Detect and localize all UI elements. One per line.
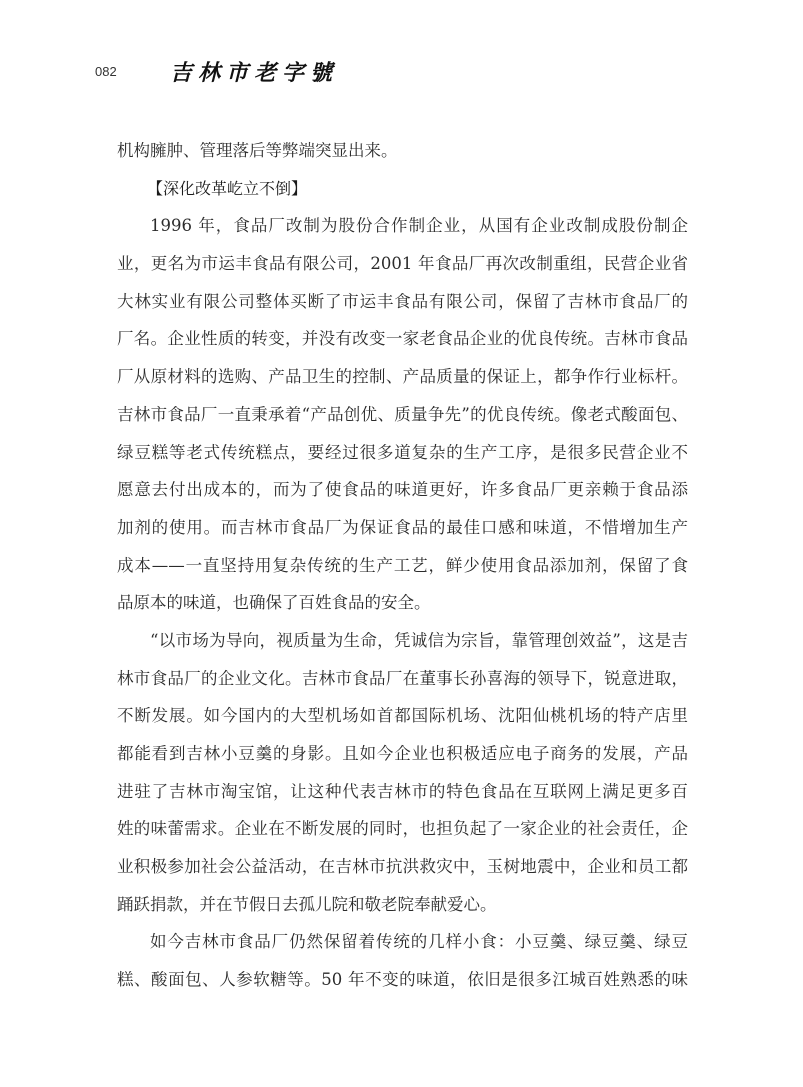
text-line: 不断发展。如今国内的大型机场如首都国际机场、沈阳仙桃机场的特产店里	[117, 706, 688, 726]
text-line: 品原本的味道，也确保了百姓食品的安全。	[117, 593, 431, 613]
text-line: 1996 年，食品厂改制为股份合作制企业，从国有企业改制成股份制企	[150, 216, 688, 236]
running-title: 吉林市老字號	[170, 60, 339, 86]
text-line: 愿意去付出成本的，而为了使食品的味道更好，许多食品厂更亲赖于食品添	[117, 480, 688, 500]
text-line: 业，更名为市运丰食品有限公司，2001 年食品厂再次改制重组，民营企业省	[117, 254, 688, 274]
text-line: 进驻了吉林市淘宝馆，让这种代表吉林市的特色食品在互联网上满足更多百	[117, 781, 688, 801]
text-line: 如今吉林市食品厂仍然保留着传统的几样小食：小豆羹、绿豆羹、绿豆	[150, 932, 688, 952]
text-line: 成本——一直坚持用复杂传统的生产工艺，鲜少使用食品添加剂，保留了食	[117, 555, 688, 575]
section-heading: 【深化改革屹立不倒】	[147, 178, 308, 198]
text-line: 厂名。企业性质的转变，并没有改变一家老食品企业的优良传统。吉林市食品	[117, 329, 688, 349]
text-line: 机构臃肿、管理落后等弊端突显出来。	[117, 141, 398, 160]
text-line: 踊跃捐款，并在节假日去孤儿院和敬老院奉献爱心。	[117, 894, 497, 914]
page-number: 082	[95, 64, 117, 79]
text-line: 都能看到吉林小豆羹的身影。且如今企业也积极适应电子商务的发展，产品	[117, 744, 688, 763]
text-line: 姓的味蕾需求。企业在不断发展的同时，也担负起了一家企业的社会责任，企	[117, 819, 688, 839]
text-line: 吉林市食品厂一直秉承着“产品创优、质量争先”的优良传统。像老式酸面包、	[117, 404, 688, 424]
text-line: 业积极参加社会公益活动，在吉林市抗洪救灾中，玉树地震中，企业和员工都	[117, 857, 688, 877]
body-text	[117, 132, 688, 999]
text-line: 厂从原材料的选购、产品卫生的控制、产品质量的保证上，都争作行业标杆。	[117, 367, 688, 387]
text-line: 绿豆糕等老式传统糕点，要经过很多道复杂的生产工序，是很多民营企业不	[117, 442, 688, 462]
text-line: 加剂的使用。而吉林市食品厂为保证食品的最佳口感和味道，不惜增加生产	[117, 517, 688, 537]
text-line: 林市食品厂的企业文化。吉林市食品厂在董事长孙喜海的领导下，锐意进取，	[117, 668, 688, 688]
text-line: “以市场为导向，视质量为生命，凭诚信为宗旨，靠管理创效益”，这是吉	[150, 630, 688, 650]
text-line: 糕、酸面包、人参软糖等。50 年不变的味道，依旧是很多江城百姓熟悉的味	[117, 970, 688, 990]
text-line: 大林实业有限公司整体买断了市运丰食品有限公司，保留了吉林市食品厂的	[117, 291, 688, 311]
